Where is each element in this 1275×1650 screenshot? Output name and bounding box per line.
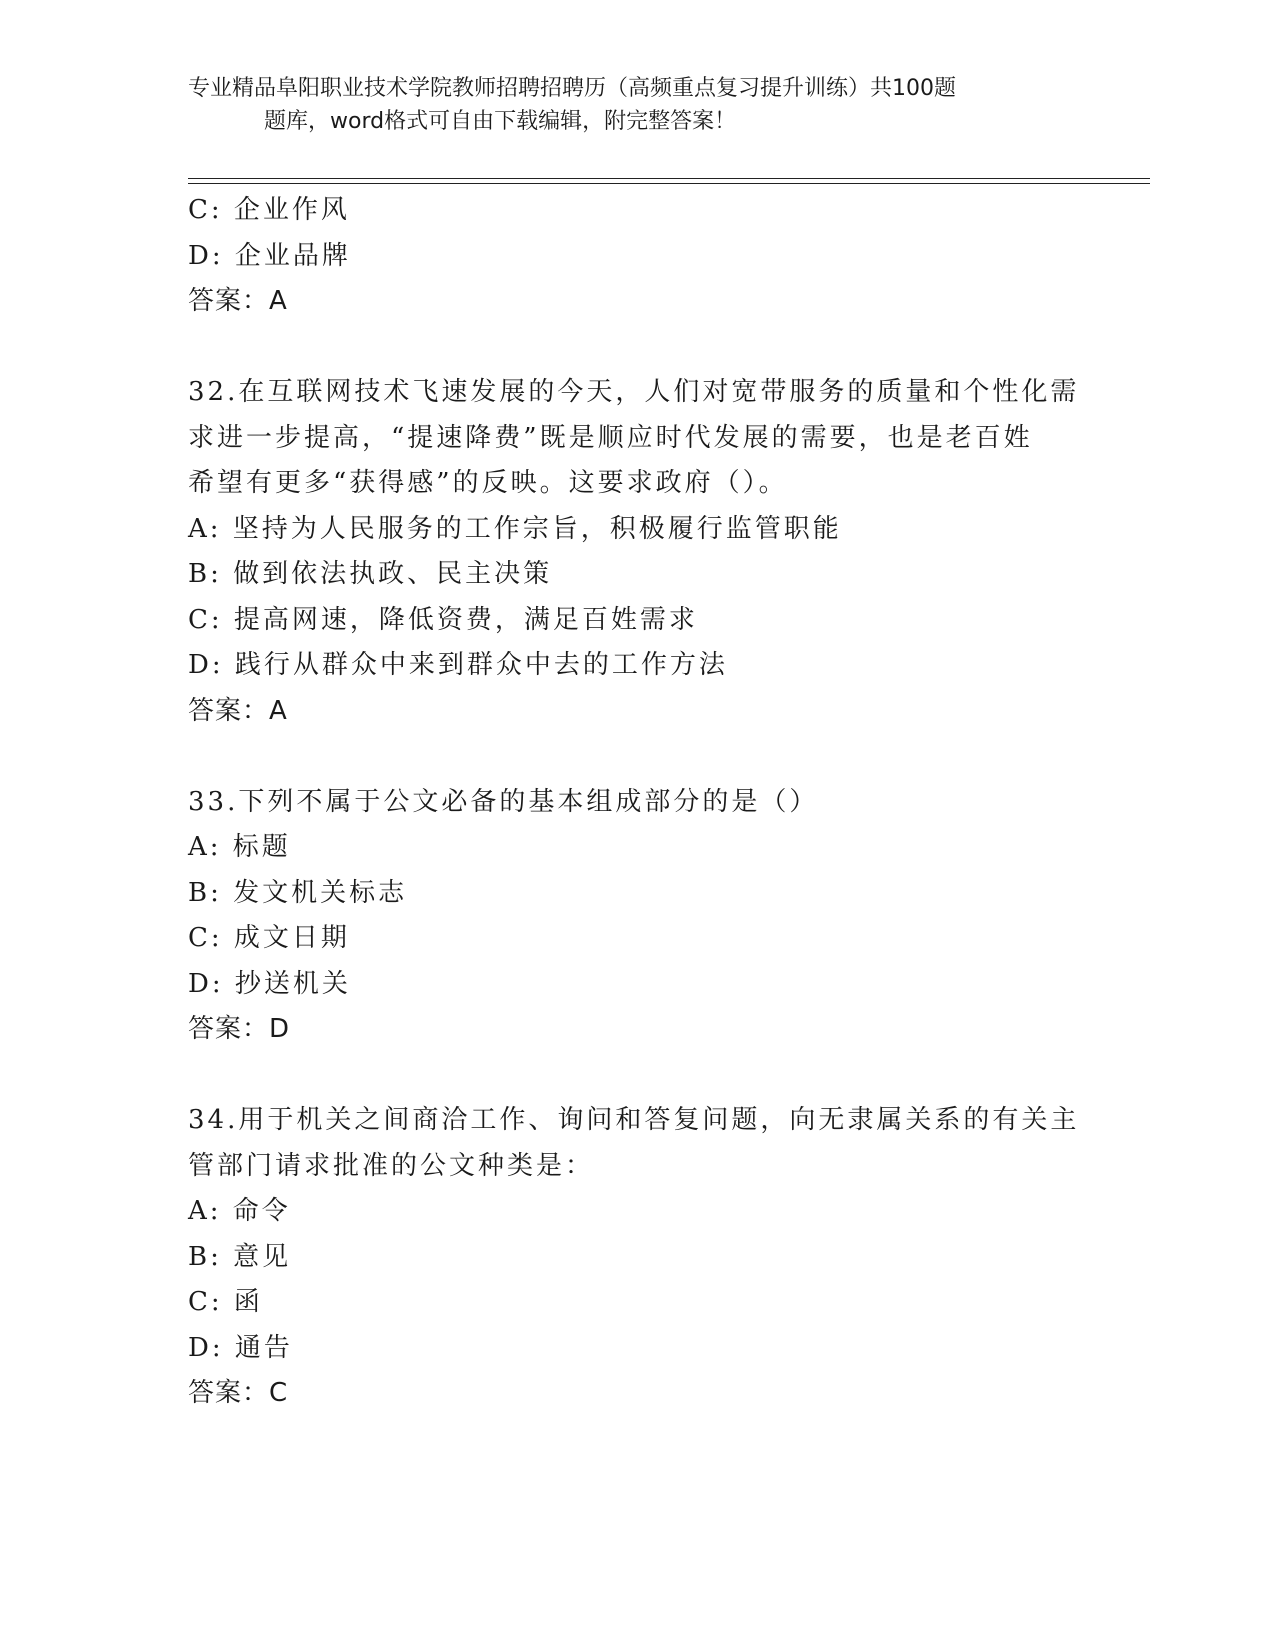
question-33 xyxy=(188,780,1088,1053)
answer-line: 答案：C xyxy=(188,1378,289,1408)
spacer xyxy=(188,734,1088,780)
question-list xyxy=(188,188,1088,1417)
spacer xyxy=(188,325,1088,371)
header-divider-bottom xyxy=(188,183,1150,184)
option-a: A: 命令 xyxy=(188,1196,291,1226)
option-d: D: 通告 xyxy=(188,1332,293,1363)
option-d: D: 践行从群众中来到群众中去的工作方法 xyxy=(188,650,728,680)
option-c: C: 提高网速，降低资费，满足百姓需求 xyxy=(188,604,698,635)
question-stem-line: 32.在互联网技术飞速发展的今天，人们对宽带服务的质量和个性化需 xyxy=(188,377,1080,407)
option-c: C: 函 xyxy=(188,1287,263,1317)
option-b: B: 做到依法执政、民主决策 xyxy=(188,559,553,589)
question-stem-line: 求进一步提高，“提速降费”既是顺应时代发展的需要，也是老百姓 xyxy=(188,422,1033,453)
question-34 xyxy=(188,1098,1088,1417)
option-c: C: 成文日期 xyxy=(188,923,350,953)
question-stem-line: 33.下列不属于公文必备的基本组成部分的是（） xyxy=(188,786,819,817)
question-32 xyxy=(188,370,1088,734)
document-header xyxy=(188,72,1068,138)
header-title-line-2: 题库，word格式可自由下载编辑，附完整答案！ xyxy=(264,109,737,134)
answer-line: 答案：A xyxy=(188,695,288,726)
header-divider-top xyxy=(188,178,1150,179)
option-a: A: 标题 xyxy=(188,832,291,862)
spacer xyxy=(188,1053,1088,1099)
option-d: D: 抄送机关 xyxy=(188,968,351,999)
question-31-tail xyxy=(188,188,1088,325)
option-b: B: 发文机关标志 xyxy=(188,877,408,908)
answer-line: 答案：D xyxy=(188,1014,291,1044)
question-stem-line: 管部门请求批准的公文种类是： xyxy=(188,1150,595,1181)
answer-line: 答案：A xyxy=(188,286,288,316)
option-d: D: 企业品牌 xyxy=(188,240,351,271)
question-stem-line: 希望有更多“获得感”的反映。这要求政府（）。 xyxy=(188,468,788,498)
option-b: B: 意见 xyxy=(188,1241,292,1272)
header-title-line-1: 专业精品阜阳职业技术学院教师招聘招聘历（高频重点复习提升训练）共100题 xyxy=(188,76,956,101)
option-a: A: 坚持为人民服务的工作宗旨，积极履行监管职能 xyxy=(188,513,842,544)
option-c: C: 企业作风 xyxy=(188,195,350,225)
question-stem-line: 34.用于机关之间商洽工作、询问和答复问题，向无隶属关系的有关主 xyxy=(188,1105,1080,1135)
